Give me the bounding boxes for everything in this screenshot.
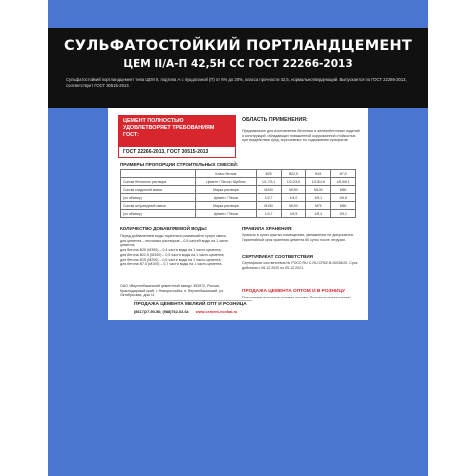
table-cell: М150 [281,186,306,194]
table-cell: Состав бетонного раствора [121,178,196,186]
list-item: Перед добавлением воды тщательно размешайте сухую смесь. [120,234,227,238]
table-row [121,186,356,194]
header-banner [48,28,428,108]
table-cell: 1/2,0/3,6 [281,178,306,186]
table-cell: В15 [306,170,331,178]
table-cell: (по объему) [121,194,196,202]
water-text [120,234,232,267]
wholesale-title: ПРОДАЖА ЦЕМЕНТА ОПТОМ И В РОЗНИЦУ [242,289,345,294]
list-item: для бетона В7,5 (М100) – 0,7 части воды на 1 часть цемента. [120,262,223,267]
application-text: Предназначен для изготовления бетонных и железобетонных изделий и конструкций, обладающих повышенной коррозионной стойкостью при воздействии сред, агрессивных по содержанию сульфатов. [242,129,360,143]
table-cell: М100 [306,186,331,194]
table-cell: Цемент / Песок [196,194,257,202]
table-cell: 1/8,4 [306,210,331,218]
info-panel [108,108,368,320]
application-area [242,117,362,143]
table-cell: М75 [306,202,331,210]
table-row [121,194,356,202]
table-row [121,202,356,210]
mix-table [120,169,356,218]
table-cell: 1/2,7 [256,194,281,202]
table-cell: Состав штукатурной смеси [121,202,196,210]
table-cell [121,170,196,178]
table-row [121,210,356,218]
table-row [121,170,356,178]
table-cell: 1/4,0 [281,194,306,202]
divider [134,300,252,301]
table-cell: 1/6,8 [331,194,356,202]
table-cell: Марка раствора [196,186,257,194]
table-cell: Цемент / Песок [196,210,257,218]
table-cell: (по объему) [121,210,196,218]
list-item: для бетона В25 (М350) – 0,4 части воды на 1 часть цемента; [120,248,222,253]
retail-contacts [134,310,237,314]
table-cell: Класс бетона [196,170,257,178]
compliance-badge: ЦЕМЕНТ ПОЛНОСТЬЮ УДОВЛЕТВОРЯЕТ ТРЕБОВАНИЯМ ГОСТ: [118,115,236,146]
list-item: для бетона В15 (М200) – 0,6 части воды на 1 часть цемента; [120,257,222,262]
storage-text: Хранить в сухих крытых помещениях, увлажнение не допускается. Гарантийный срок хранения цемента 60 суток после отгрузки. [242,233,354,242]
list-item: для цемента – песчаных растворов – 0,5 частей воды на 1 часть цемента; [120,238,229,248]
table-cell: 1/1,7/3,1 [256,178,281,186]
phone-numbers: (8617)27-90-56; (988)762-02-64 [134,310,189,314]
manufacturer-info: ОАО «Верхнебаканский цементный завод» 353972, Россия, Краснодарский край, г. Новороссийск, п. Верхнебаканский, ул. Октябрьская, дом 11 [120,284,224,298]
table-cell: 1/6,9 [281,210,306,218]
table-cell: М200 [256,186,281,194]
table-cell: В22,5 [281,170,306,178]
table-cell: 1/2,8/4,8 [306,178,331,186]
table-cell: М50 [331,186,356,194]
standards-label: ГОСТ 22266-2013, ГОСТ 30515-2013 [118,146,236,158]
certificate-title: СЕРТИФИКАТ СООТВЕТСТВИЯ [242,254,313,259]
table-cell: М150 [256,202,281,210]
product-subtitle: ЦЕМ II/А-П 42,5Н СС ГОСТ 22266-2013 [123,58,353,70]
retail-title: ПРОДАЖА ЦЕМЕНТА МЕЛКИЙ ОПТ И РОЗНИЦА [134,302,247,307]
water-title: КОЛИЧЕСТВО ДОБАВЛЯЕМОЙ ВОДЫ: [120,226,208,231]
table-cell: 1/9,1 [331,210,356,218]
table-cell: В25 [256,170,281,178]
product-title: СУЛЬФАТОСТОЙКИЙ ПОРТЛАНДЦЕМЕНТ [64,38,412,54]
table-cell: Марка раствора [196,202,257,210]
table-cell: М100 [281,202,306,210]
website-link[interactable]: www.cement-novbat.ru [195,310,238,314]
table-cell: 1/4,7 [256,210,281,218]
mix-title: ПРИМЕРЫ ПРОПОРЦИИ СТРОИТЕЛЬНЫХ СМЕСЕЙ: [120,162,239,167]
table-cell: В7,5 [331,170,356,178]
list-item: для бетона В22,5 (М300) – 0,5 части воды на 1 часть цемента; [120,252,225,257]
application-title: ОБЛАСТЬ ПРИМЕНЕНИЯ: [242,117,308,123]
table-cell: 1/5,5/6,1 [331,178,356,186]
certificate-text: Сертификат соответствия № РОСС RU C-RU.CR02.В.00038/20. Срок действия с 06.12.2020 по 05.12.2021. [242,261,358,270]
table-cell: 1/5,1 [306,194,331,202]
table-cell: М50 [331,202,356,210]
table-cell: Состав кладочной смеси [121,186,196,194]
product-description: Сульфатостойкий портландцемент типа ЦЕМ II, подтипа А с пуццоланой (П) от 6% до 20%, класса прочности 42,5, нормальнотвердеющий. Выпускается по ГОСТ 22266-2013, соответствует ГОСТ 30515-2013. [66,77,407,88]
table-cell: Цемент / Песок / Щебень [196,178,257,186]
storage-title: ПРАВИЛА ХРАНЕНИЯ: [242,226,293,231]
table-row [121,178,356,186]
